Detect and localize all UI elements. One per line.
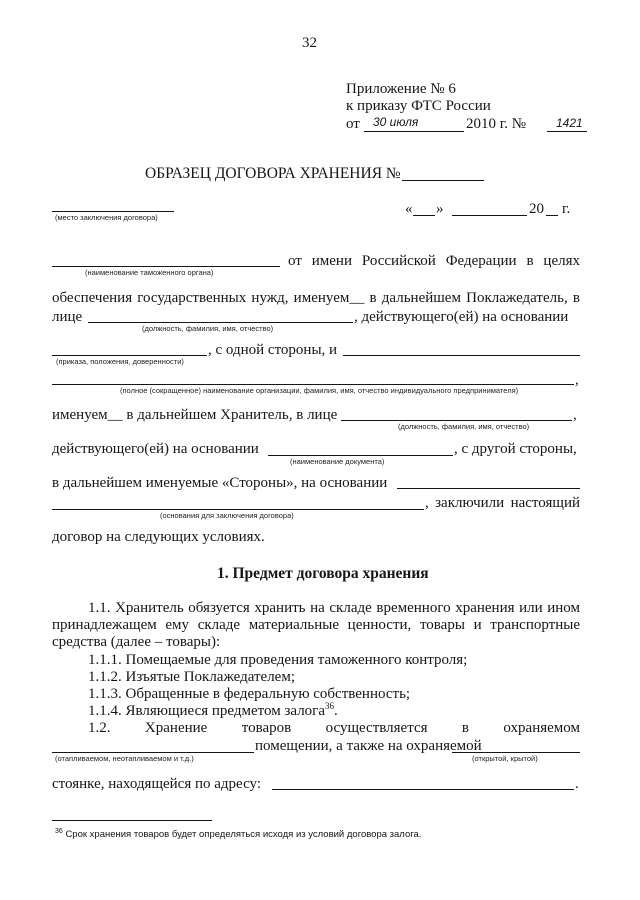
order-date-handwritten: 30 июля [373,115,419,129]
footnote [55,829,421,841]
organization-caption: (полное (сокращенное) наименование организации, фамилия, имя, отчество индивидуального предпринимателя) [120,386,519,395]
custodian-named: именуем__ в дальнейшем Хранитель, в лице [52,407,338,423]
parties-basis-label: в дальнейшем именуемые «Стороны», на основании [52,475,388,491]
order-from-label: от [346,116,360,132]
clause-1-1-2: 1.1.2. Изъятые Поклажедателем; [88,669,296,685]
contract-basis-blank [52,509,424,510]
footnote-separator [52,820,212,821]
address-blank [272,789,574,790]
preamble-concluded: , заключили настоящий [425,495,580,511]
year-prefix: 20 [529,201,544,217]
client-basis-blank [52,355,207,356]
order-year-number-label: 2010 г. № [466,116,527,132]
document-title: ОБРАЗЕЦ ДОГОВОРА ХРАНЕНИЯ № [145,165,401,182]
customs-body-blank [52,266,280,267]
custodian-acting-basis: действующего(ей) на основании [52,441,259,457]
preamble-line-1: от имени Российской Федерации в целях [288,253,580,269]
clause-1-2-line-3: стоянке, находящейся по адресу: [52,776,262,792]
year-suffix: г. [562,201,571,217]
organization-blank [52,384,574,385]
place-caption: (место заключения договора) [55,213,158,222]
heating-blank [52,752,254,753]
place-blank [52,211,174,212]
preamble-person-label: лице [52,309,83,325]
page-number: 32 [302,35,317,51]
clause-1-2-line-1: 1.2. Хранение товаров осуществляется в охраняемом [88,720,580,736]
heating-caption: (отапливаемом, неотапливаемом и т.д.) [55,754,194,763]
order-reference: к приказу ФТС России [346,98,491,114]
custodian-name-blank-start [343,355,580,356]
parties-basis-blank-start [397,488,580,489]
organization-comma: , [575,372,579,388]
clause-1-1-line-3: средства (далее – товары): [52,634,221,650]
day-blank [413,215,435,216]
clause-1-2-line-2: помещении, а также на охраняемой [255,738,482,754]
clause-1-1-4-period: . [334,703,338,719]
customs-body-caption: (наименование таможенного органа) [85,268,214,277]
order-date-underline [364,131,464,132]
month-blank [452,215,527,216]
order-number-handwritten: 1421 [556,116,583,130]
contract-number-blank [402,180,484,181]
clause-1-1-3: 1.1.3. Обращенные в федеральную собственность; [88,686,411,702]
custodian-document-caption: (наименование документа) [290,457,385,466]
preamble-acting-basis: , действующего(ей) на основании [354,309,569,325]
open-closed-caption: (открытой, крытой) [472,754,538,763]
client-representative-blank [88,322,353,323]
section-1-heading: 1. Предмет договора хранения [217,565,429,582]
clause-1-1-1: 1.1.1. Помещаемые для проведения таможенного контроля; [88,652,468,668]
preamble-one-side: , с одной стороны, и [208,342,338,358]
date-close-quote: » [436,201,444,217]
custodian-representative-comma: , [573,407,577,423]
footnote-mark: 36 [55,827,63,835]
custodian-representative-caption: (должность, фамилия, имя, отчество) [398,422,530,431]
address-period: . [575,776,579,792]
clause-1-1-line-2: принадлежащем ему складе материальные ценности, товары и транспортные [52,617,580,633]
footnote-text: Срок хранения товаров будет определяться исходя из условий договора залога. [65,829,422,840]
date-open-quote: « [405,201,413,217]
clause-1-1-4 [88,702,338,720]
clause-1-1-4-text: 1.1.4. Являющиеся предметом залога [88,703,325,719]
order-number-underline [547,131,587,132]
footnote-ref-36: 36 [325,701,334,711]
client-basis-caption: (приказа, положения, доверенности) [56,357,184,366]
preamble-line-2: обеспечения государственных нужд, именуем__ в дальнейшем Поклажедатель, в [52,290,580,306]
preamble-conditions: договор на следующих условиях. [52,529,265,545]
custodian-document-blank [268,455,453,456]
contract-basis-caption: (основания для заключения договора) [160,511,294,520]
clause-1-1-line-1: 1.1. Хранитель обязуется хранить на складе временного хранения или ином [88,600,580,616]
year-blank [546,215,558,216]
custodian-representative-blank [341,420,572,421]
client-representative-caption: (должность, фамилия, имя, отчество) [142,324,274,333]
preamble-other-side: , с другой стороны, [454,441,577,457]
appendix-label: Приложение № 6 [346,81,456,97]
open-closed-blank [452,752,580,753]
